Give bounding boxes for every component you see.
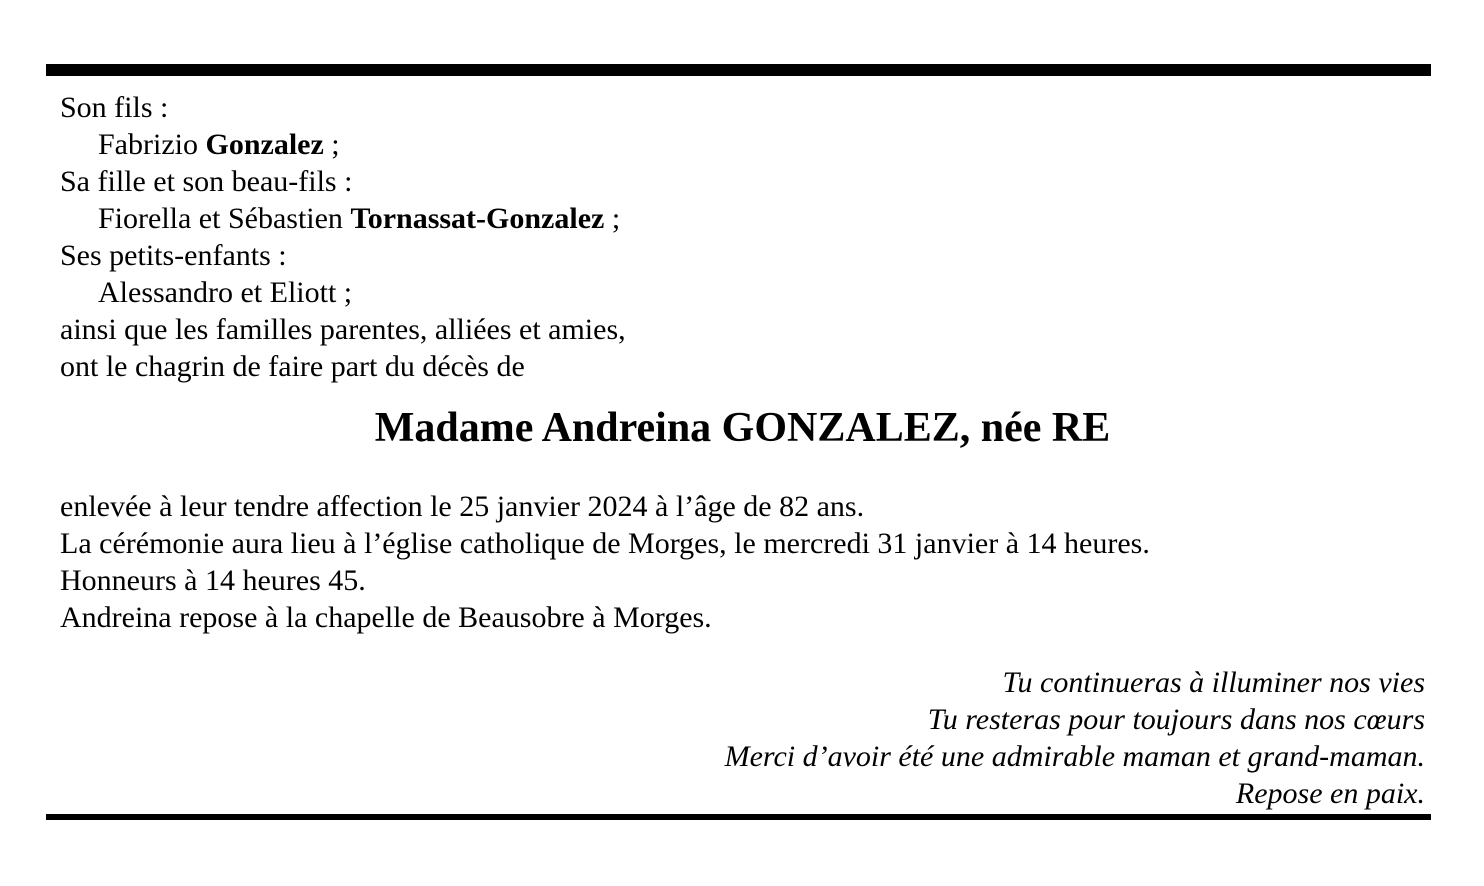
detail-line: [60, 488, 1425, 525]
family-line: [60, 89, 1425, 126]
text-segment: Ses petits-enfants :: [60, 239, 287, 272]
detail-line: [60, 599, 1425, 636]
text-segment: enlevée à leur tendre affection le 25 janvier 2024 à l’âge de 82 ans.: [60, 490, 865, 523]
text-segment: Sa fille et son beau-fils :: [60, 165, 353, 198]
tribute-line: [60, 775, 1425, 812]
detail-line: [60, 525, 1425, 562]
text-segment: Fiorella et Sébastien: [98, 202, 351, 235]
family-line: [60, 126, 1425, 163]
text-segment: ;: [323, 128, 340, 161]
text-segment: Alessandro et Eliott ;: [98, 276, 353, 309]
surname-bold-text: Tornassat-Gonzalez: [350, 202, 605, 235]
tribute-line: [60, 738, 1425, 775]
detail-line: [60, 562, 1425, 599]
family-line: [60, 237, 1425, 274]
text-segment: Fabrizio: [98, 128, 206, 161]
ceremony-details-section: [60, 488, 1425, 636]
tribute-line: [60, 664, 1425, 701]
text-segment: Tu continueras à illuminer nos vies: [1002, 666, 1425, 699]
text-segment: ont le chagrin de faire part du décès de: [60, 350, 525, 383]
text-segment: Son fils :: [60, 91, 169, 124]
deceased-name-title: Madame Andreina GONZALEZ, née RE: [374, 405, 1111, 451]
text-segment: Honneurs à 14 heures 45.: [60, 564, 366, 597]
text-segment: Tu resteras pour toujours dans nos cœurs: [927, 703, 1425, 736]
family-line: [60, 348, 1425, 385]
bottom-rule: [46, 814, 1431, 820]
text-segment: ;: [604, 202, 621, 235]
tribute-line: [60, 701, 1425, 738]
family-section: [60, 89, 1425, 385]
family-line: [60, 200, 1425, 237]
announcement-content: [60, 89, 1425, 812]
family-line: [60, 311, 1425, 348]
text-segment: La cérémonie aura lieu à l’église catholique de Morges, le mercredi 31 janvier à 14 heures.: [60, 527, 1150, 560]
family-line: [60, 274, 1425, 311]
surname-bold-text: Gonzalez: [205, 128, 324, 161]
text-segment: ainsi que les familles parentes, alliées et amies,: [60, 313, 626, 346]
text-segment: Merci d’avoir été une admirable maman et grand-maman.: [724, 740, 1425, 773]
tribute-section: [60, 664, 1425, 812]
top-rule: [46, 64, 1431, 76]
family-line: [60, 163, 1425, 200]
text-segment: Repose en paix.: [1235, 777, 1425, 810]
text-segment: Andreina repose à la chapelle de Beausobre à Morges.: [60, 601, 712, 634]
